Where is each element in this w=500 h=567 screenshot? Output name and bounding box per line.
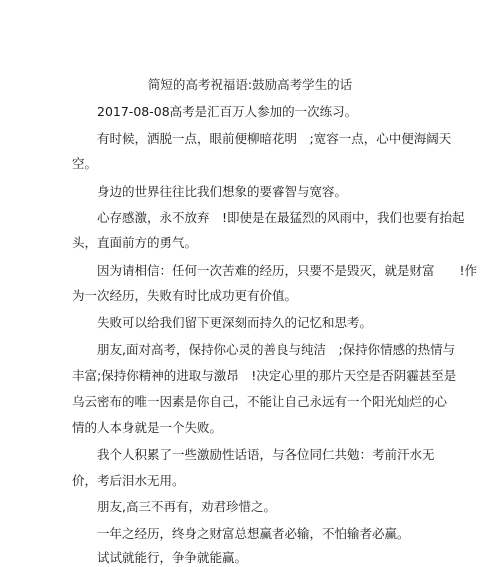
- paragraph-line: 朋友,高三不再有，劝君珍惜之。: [97, 499, 276, 514]
- paragraph-line: 2017-08-08高考是汇百万人参加的一次练习。: [97, 104, 358, 119]
- paragraph-line: 一年之经历，终身之财富总想赢者必输，不怕输者必赢。: [97, 526, 410, 541]
- paragraph-line: 为一次经历，失败有时比成功更有价值。: [72, 288, 298, 303]
- document-title: 简短的高考祝福语:鼓励高考学生的话: [147, 77, 353, 92]
- paragraph-line: 我个人积累了一些激励性话语，与各位同仁共勉：考前汗水无: [97, 447, 435, 462]
- paragraph-line: 价，考后泪水无用。: [72, 473, 185, 488]
- paragraph-line: 空。: [72, 156, 98, 171]
- paragraph-line: 有时候，洒脱一点，眼前便柳暗花明 ;宽容一点，心中便海阔天: [97, 131, 452, 146]
- paragraph-line: 心存感激，永不放弃 !即使是在最猛烈的风雨中，我们也要有抬起: [97, 210, 465, 225]
- paragraph-line: 乌云密布的唯一因素是你自己，不能让自己永远有一个阳光灿烂的心: [72, 394, 448, 409]
- paragraph-line: 朋友,面对高考，保持你心灵的善良与纯洁 ;保持你情感的热情与: [97, 342, 456, 357]
- paragraph-line: 头，直面前方的勇气。: [72, 235, 198, 250]
- paragraph-line: 情的人本身就是一个失败。: [72, 420, 223, 435]
- paragraph-line: 身边的世界往往比我们想象的要睿智与宽容。: [97, 184, 348, 199]
- paragraph-line: 因为请相信：任何一次苦难的经历，只要不是毁灭，就是财富 !作: [97, 263, 478, 278]
- paragraph-line: 试试就能行，争争就能赢。: [97, 550, 248, 565]
- paragraph-line: 失败可以给我们留下更深刻而持久的记忆和思考。: [97, 315, 373, 330]
- paragraph-line: 丰富;保持你精神的进取与激昂 !决定心里的那片天空是否阴霾甚至是: [72, 368, 457, 383]
